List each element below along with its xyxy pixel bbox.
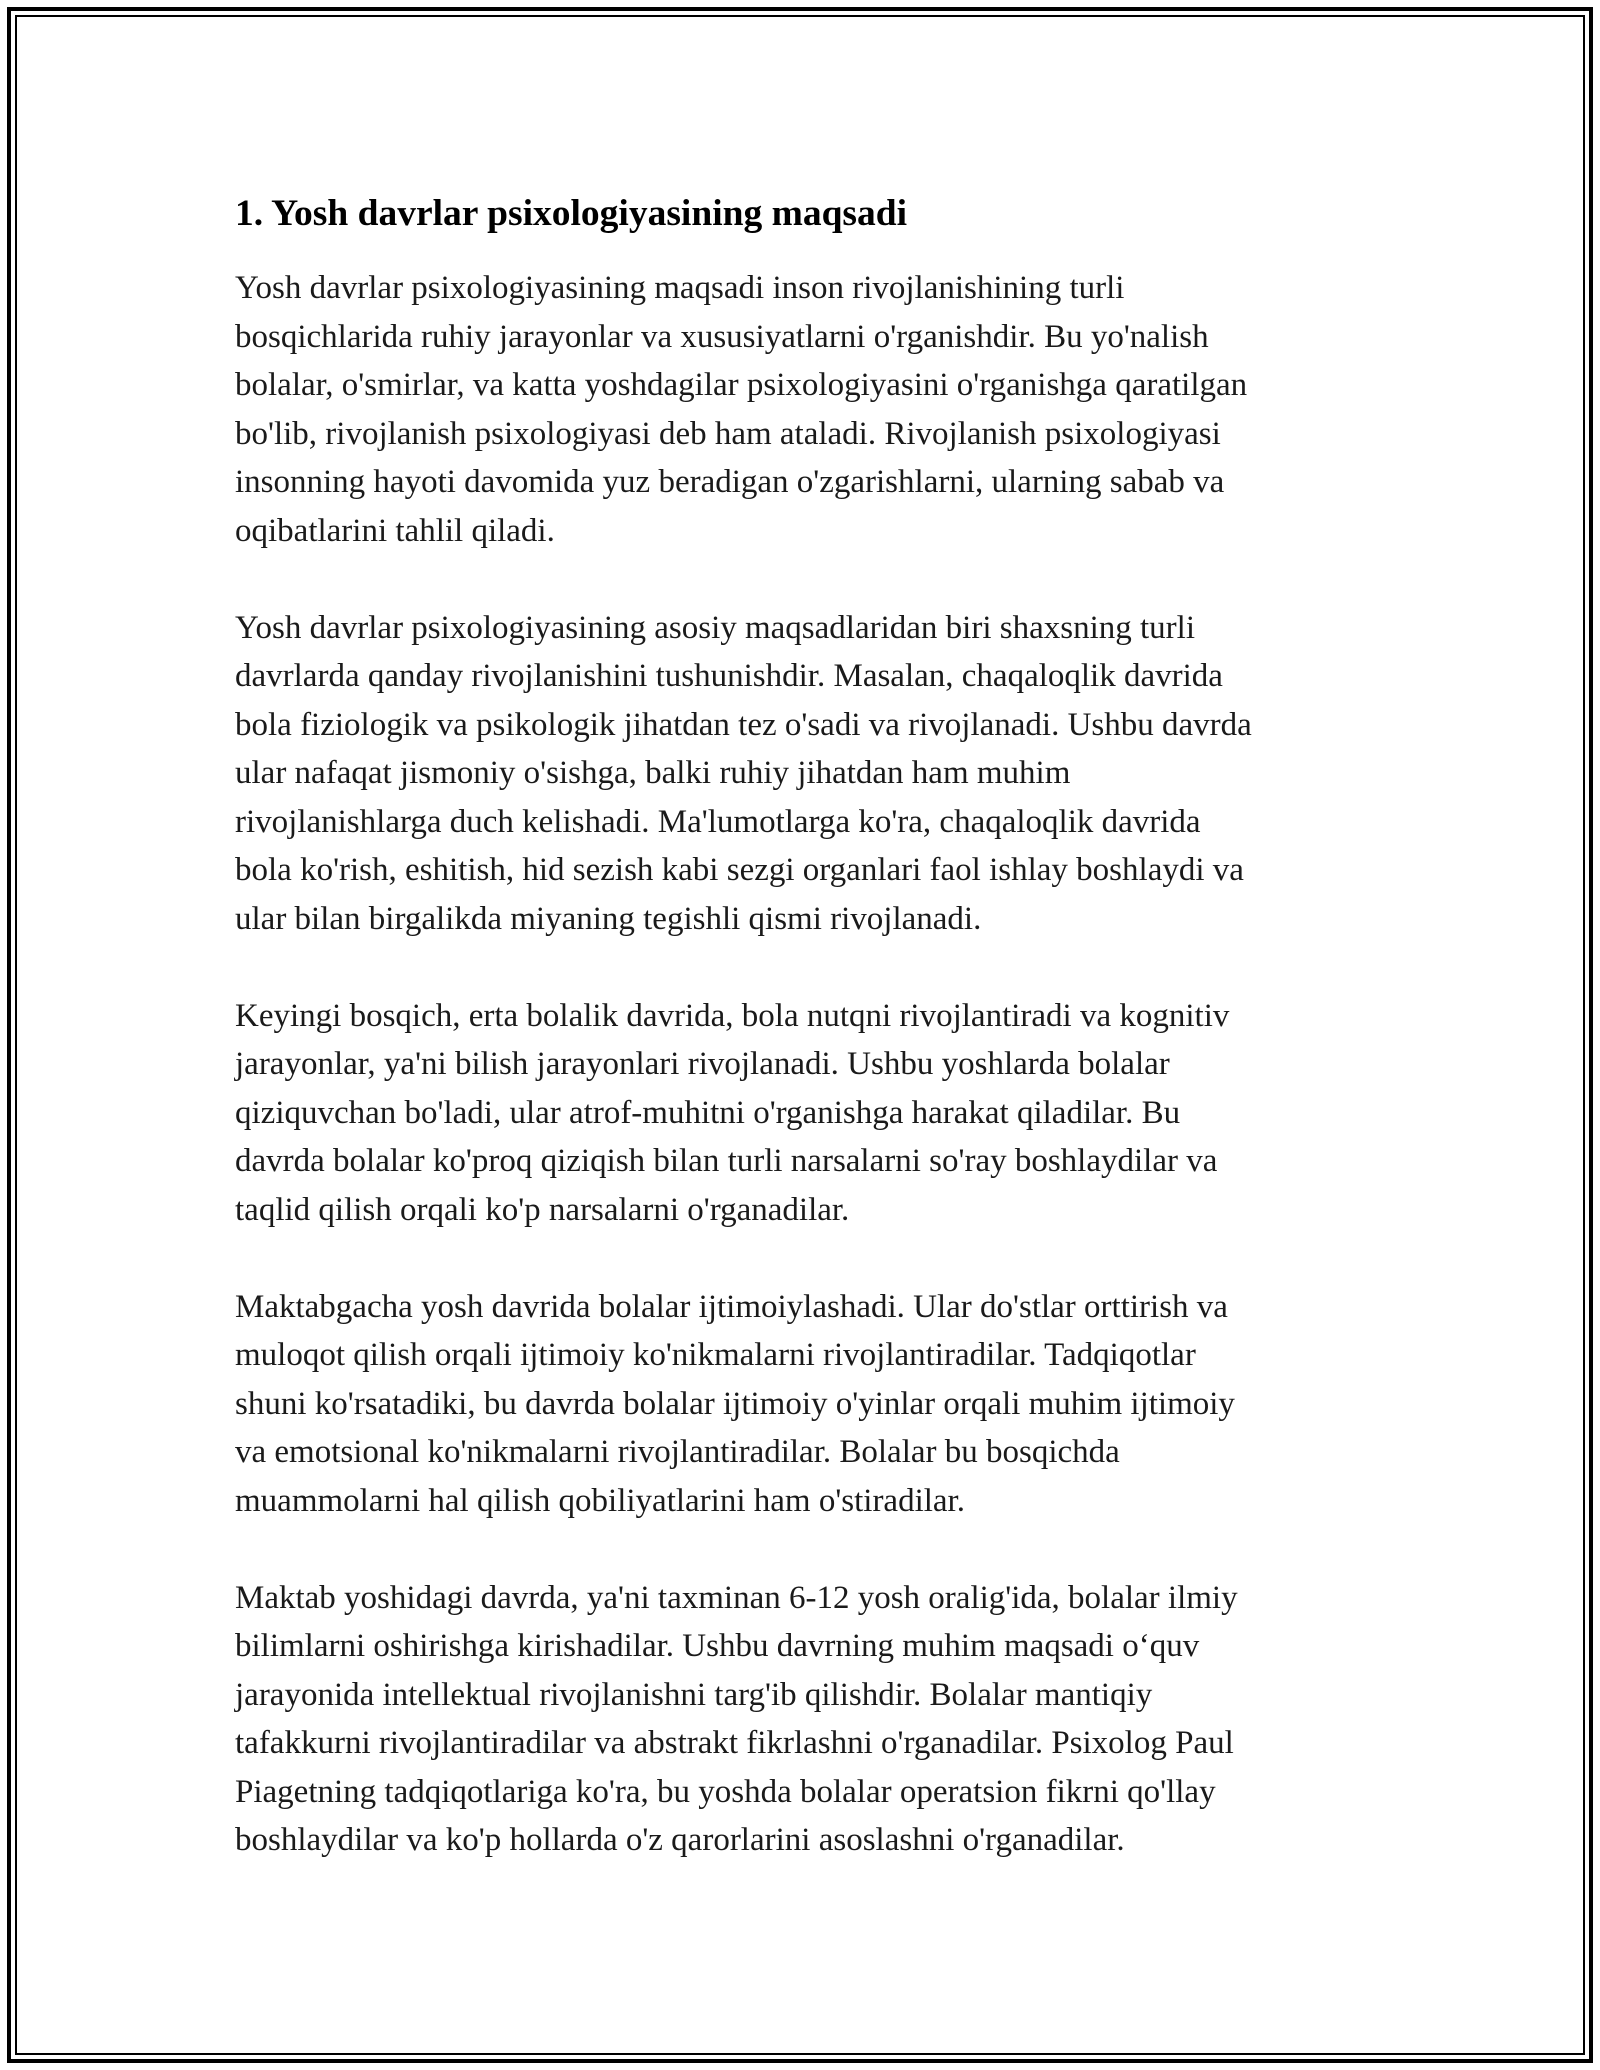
paragraph-1: Yosh davrlar psixologiyasining maqsadi inson rivojlanishining turli bosqichlarida ruhiy jarayonlar va xususiyatlarni o'rganishdir. Bu yo'nalish bolalar, o'smirlar, va katta yoshdagilar psixologiyasini o'rganishga qaratilgan bo'lib, rivojlanish psixologiyasi deb ham ataladi. Rivojlanish psixologiyasi insonning hayoti davomida yuz beradigan o'zgarishlarni, ularning sabab va oqibatlarini tahlil qiladi. <box>235 270 1248 549</box>
paragraph-4: Maktabgacha yosh davrida bolalar ijtimoiylashadi. Ular do'stlar orttirish va muloqot qilish orqali ijtimoiy ko'nikmalarni rivojlantiradilar. Tadqiqotlar shuni ko'rsatadiki, bu davrda bolalar ijtimoiy o'yinlar orqali muhim ijtimoiy va emotsional ko'nikmalarni rivojlantiradilar. Bolalar bu bosqichda muammolarni hal qilish qobiliyatlarini ham o'stiradilar. <box>235 1288 1235 1519</box>
paragraph-2: Yosh davrlar psixologiyasining asosiy maqsadlaridan biri shaxsning turli davrlarda qanday rivojlanishini tushunishdir. Masalan, chaqaloqlik davrida bola fiziologik va psikologik jihatdan tez o'sadi va rivojlanadi. Ushbu davrda ular nafaqat jismoniy o'sishga, balki ruhiy jihatdan ham muhim rivojlanishlarga duch kelishadi. Ma'lumotlarga ko'ra, chaqaloqlik davrida bola ko'rish, eshitish, hid sezish kabi sezgi organlari faol ishlay boshlaydi va ular bilan birgalikda miyaning tegishli qismi rivojlanadi. <box>235 609 1252 937</box>
paragraph-3: Keyingi bosqich, erta bolalik davrida, bola nutqni rivojlantiradi va kognitiv jarayonlar, ya'ni bilish jarayonlari rivojlanadi. Ushbu yoshlarda bolalar qiziquvchan bo'ladi, ular atrof-muhitni o'rganishga harakat qiladilar. Bu davrda bolalar ko'proq qiziqish bilan turli narsalarni so'ray boshlaydilar va taqlid qilish orqali ko'p narsalarni o'rganadilar. <box>235 997 1230 1228</box>
paragraph-5: Maktab yoshidagi davrda, ya'ni taxminan 6-12 yosh oralig'ida, bolalar ilmiy bilimlarni oshirishga kirishadilar. Ushbu davrning muhim maqsadi o‘quv jarayonida intellektual rivojlanishni targ'ib qilishdir. Bolalar mantiqiy tafakkurni rivojlantiradilar va abstrakt fikrlashni o'rganadilar. Psixolog Paul Piagetning tadqiqotlariga ko'ra, bu yoshda bolalar operatsion fikrni qo'llay boshlaydilar va ko'p hollarda o'z qarorlarini asoslashni o'rganadilar. <box>235 1579 1238 1858</box>
section-heading: 1. Yosh davrlar psixologiyasining maqsadi <box>235 193 908 234</box>
document-body <box>235 186 1370 1913</box>
